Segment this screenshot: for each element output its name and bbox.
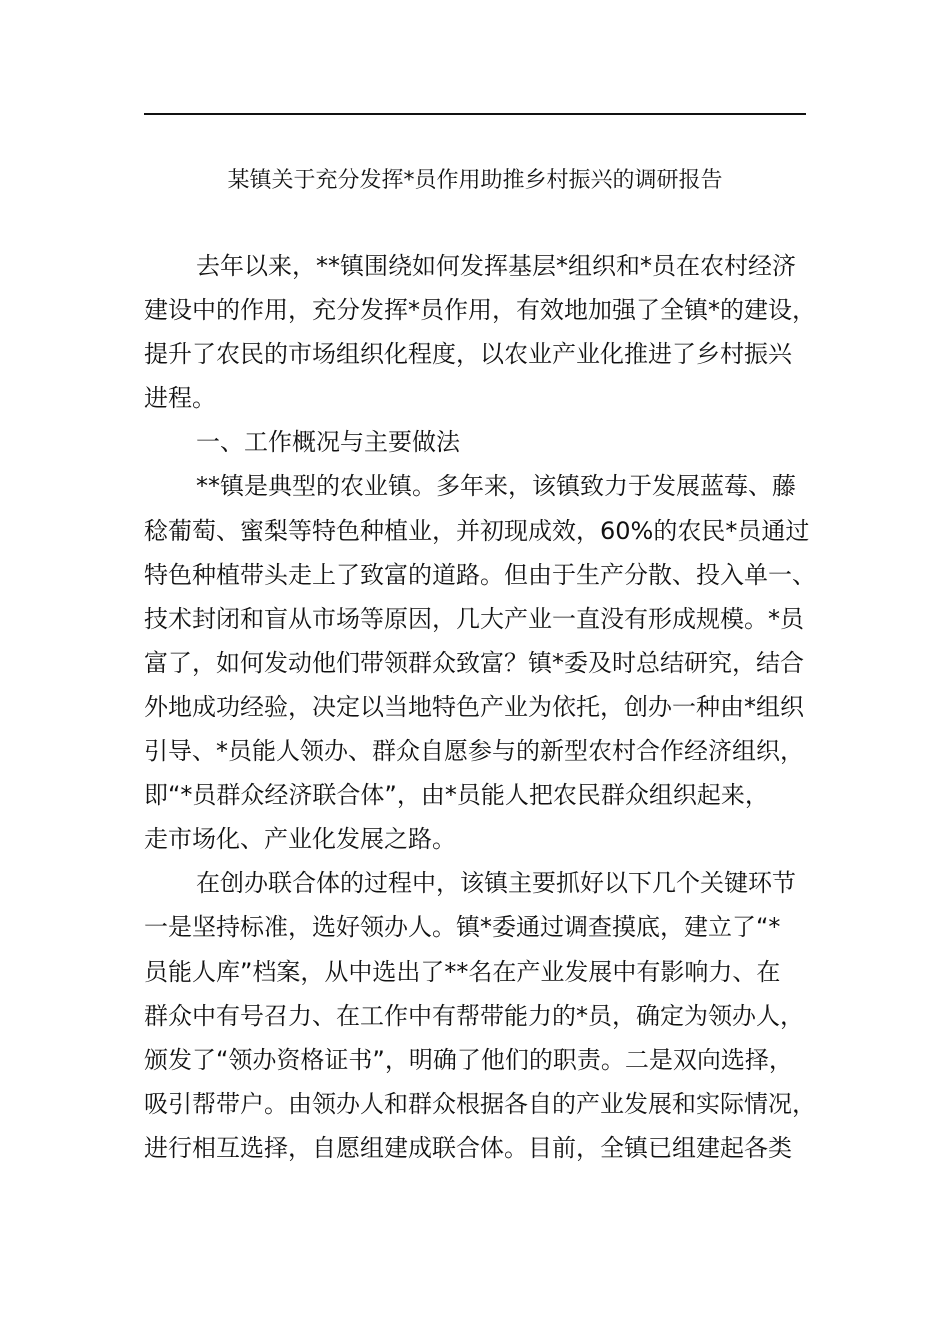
- text-line: 进程。: [144, 384, 216, 413]
- text-line: 在创办联合体的过程中，该镇主要抓好以下几个关键环节: [196, 869, 796, 898]
- text-line: 去年以来，**镇围绕如何发挥基层*组织和*员在农村经济: [196, 252, 796, 280]
- text-line: 特色种植带头走上了致富的道路。但由于生产分散、投入单一、: [144, 560, 816, 589]
- document-body: [144, 244, 816, 1170]
- text-line: 颁发了“领办资格证书”，明确了他们的职责。二是双向选择，: [144, 1045, 793, 1074]
- header-rule: [144, 113, 806, 115]
- text-line: 进行相互选择，自愿组建成联合体。目前，全镇已组建起各类: [144, 1133, 792, 1162]
- text-line: 走市场化、产业化发展之路。: [144, 825, 456, 854]
- text-line: **镇是典型的农业镇。多年来，该镇致力于发展蓝莓、藤: [196, 472, 796, 501]
- text-line: 引导、*员能人领办、群众自愿参与的新型农村合作经济组织，: [144, 737, 804, 766]
- text-line: 一是坚持标准，选好领办人。镇*委通过调查摸底，建立了“*: [144, 913, 781, 942]
- text-line: 富了，如何发动他们带领群众致富？镇*委及时总结研究，结合: [144, 648, 804, 677]
- text-line: 外地成功经验，决定以当地特色产业为依托，创办一种由*组织: [144, 692, 804, 721]
- text-line: 提升了农民的市场组织化程度，以农业产业化推进了乡村振兴: [144, 340, 792, 369]
- text-line: 群众中有号召力、在工作中有帮带能力的*员，确定为领办人，: [144, 1001, 804, 1030]
- text-line: 技术封闭和盲从市场等原因，几大产业一直没有形成规模。*员: [144, 604, 804, 633]
- document-title: 某镇关于充分发挥*员作用助推乡村振兴的调研报告: [227, 168, 723, 193]
- text-line: 即“*员群众经济联合体”，由*员能人把农民群众组织起来，: [144, 781, 769, 810]
- text-line: 一、工作概况与主要做法: [196, 428, 460, 457]
- text-line: 建设中的作用，充分发挥*员作用，有效地加强了全镇*的建设，: [144, 296, 816, 325]
- text-line: 吸引帮带户。由领办人和群众根据各自的产业发展和实际情况，: [144, 1089, 816, 1118]
- text-line: 稔葡萄、蜜梨等特色种植业，并初现成效，60%的农民*员通过: [144, 516, 810, 545]
- text-line: 员能人库”档案，从中选出了**名在产业发展中有影响力、在: [144, 957, 781, 986]
